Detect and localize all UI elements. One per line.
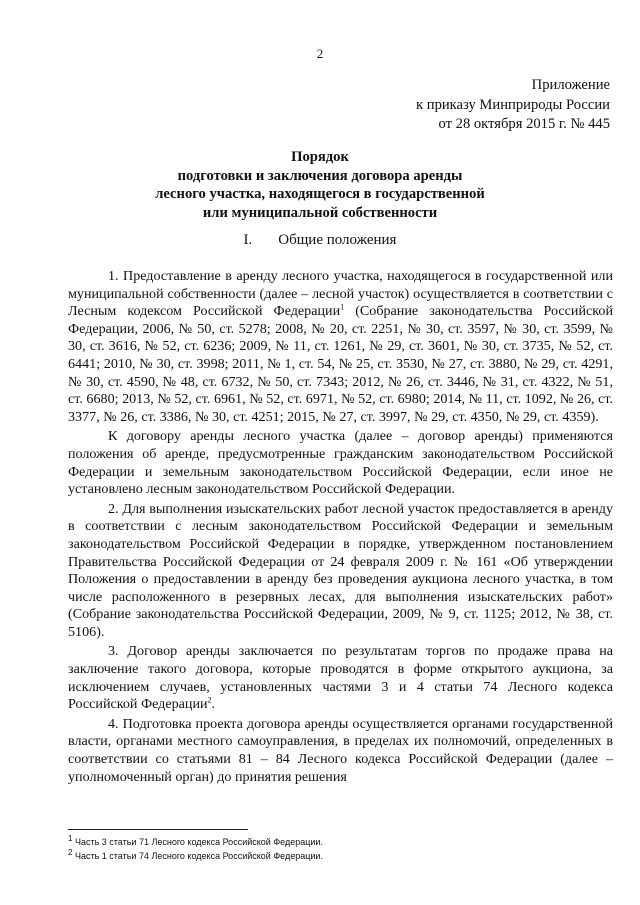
title-line: подготовки и заключения договора аренды [177,167,463,184]
footnote-number: 2 [68,848,73,857]
paragraph: 4. Подготовка проекта договора аренды осуществляется органами государственной власти, органами местного самоуправления, в пределах их полномочий, определенных в соответствии со статьями 81 – 84 Лесного кодекса Российской Федерации (далее – уполномоченный орган) до принятия решения [68,715,613,785]
section-heading [0,232,640,249]
appendix-block [416,76,610,135]
footnote [68,849,613,863]
title-line: или муниципальной собственности [202,204,438,221]
paragraph: К договору аренды лесного участка (далее – договор аренды) применяются положения об аренде, предусмотренные гражданским законодательством Российской Федерации и земельным законодательством Российской Федерации, если иное не установлено лесным законодательством Российской Федерации. [68,428,613,498]
paragraph-text: (Собрание законодательства Российской Федерации, 2006, № 50, ст. 5278; 2008, № 20, ст. 2251, № 30, ст. 3597, № 30, ст. 3599, № 30, ст. 3616, № 52, ст. 6236; 2009, № 11, ст. 1261, № 29, ст. 3601, № 30, ст. 3735, № 52, ст. 6441; 2010, № 30, ст. 3998; 2011, № 1, ст. 54, № 25, ст. 3530, № 27, ст. 3880, № 29, ст. 4291, № 30, ст. 4590, № 48, ст. 6732, № 50, ст. 7343; 2012, № 26, ст. 3446, № 31, ст. 4322, № 51, ст. 6680; 2013, № 52, ст. 6961, № 52, ст. 6971, № 52, ст. 6980; 2014, № 11, ст. 1092, № 26, ст. 3377, № 26, ст. 3386, № 30, ст. 4251; 2015, № 27, ст. 3997, № 29, ст. 4350, № 29, ст. 4359). [68,303,613,425]
page-number: 2 [316,46,324,61]
paragraph [68,268,613,426]
paragraph-text: 1. Предоставление в аренду лесного участка, находящегося в государственной или муниципальной собственности (далее – лесной участок) осуществляется в соответствии с Лесным кодексом Российской Федерации [68,268,613,320]
title-line: лесного участка, находящегося в государственной [155,186,485,202]
appendix-line: от 28 октября 2015 г. № 445 [438,116,610,132]
paragraph [68,643,613,713]
footnote-ref: 1 [340,302,345,312]
title-line: Порядок [291,149,349,165]
document-title [0,148,640,222]
paragraph-text: . [211,696,216,713]
section-title: Общие положения [278,232,397,248]
appendix-line: Приложение [531,77,610,93]
document-body [68,268,613,788]
footnotes [68,835,613,863]
paragraph: 2. Для выполнения изыскательских работ лесной участок предоставляется в аренду в соответствии с лесным законодательством Российской Федерации и земельным законодательством Российской Федерации в порядке, утвержденном постановлением Правительства Российской Федерации от 24 февраля 2009 г. № 161 «Об утверждении Положения о предоставлении в аренду без проведения аукциона лесного участка, в том числе расположенного в резервных лесах, для выполнения изыскательских работ» (Собрание законодательства Российской Федерации, 2009, № 9, ст. 1125; 2012, № 38, ст. 5106). [68,500,613,640]
footnote-ref: 2 [207,695,212,705]
footnote-number: 1 [68,834,73,843]
section-number: I. [243,232,253,248]
paragraph-text: 3. Договор аренды заключается по результатам торгов по продаже права на заключение такого договора, которые проводятся в форме открытого аукциона, за исключением случаев, установленных частями 3 и 4 статьи 74 Лесного кодекса Российской Федерации [68,643,613,713]
footnote-text: Часть 1 статьи 74 Лесного кодекса Российской Федерации. [72,851,323,861]
appendix-line: к приказу Минприроды России [416,96,610,113]
footnote-text: Часть 3 статьи 71 Лесного кодекса Российской Федерации. [72,837,323,847]
footnote [68,835,613,849]
footnote-divider [68,829,248,830]
